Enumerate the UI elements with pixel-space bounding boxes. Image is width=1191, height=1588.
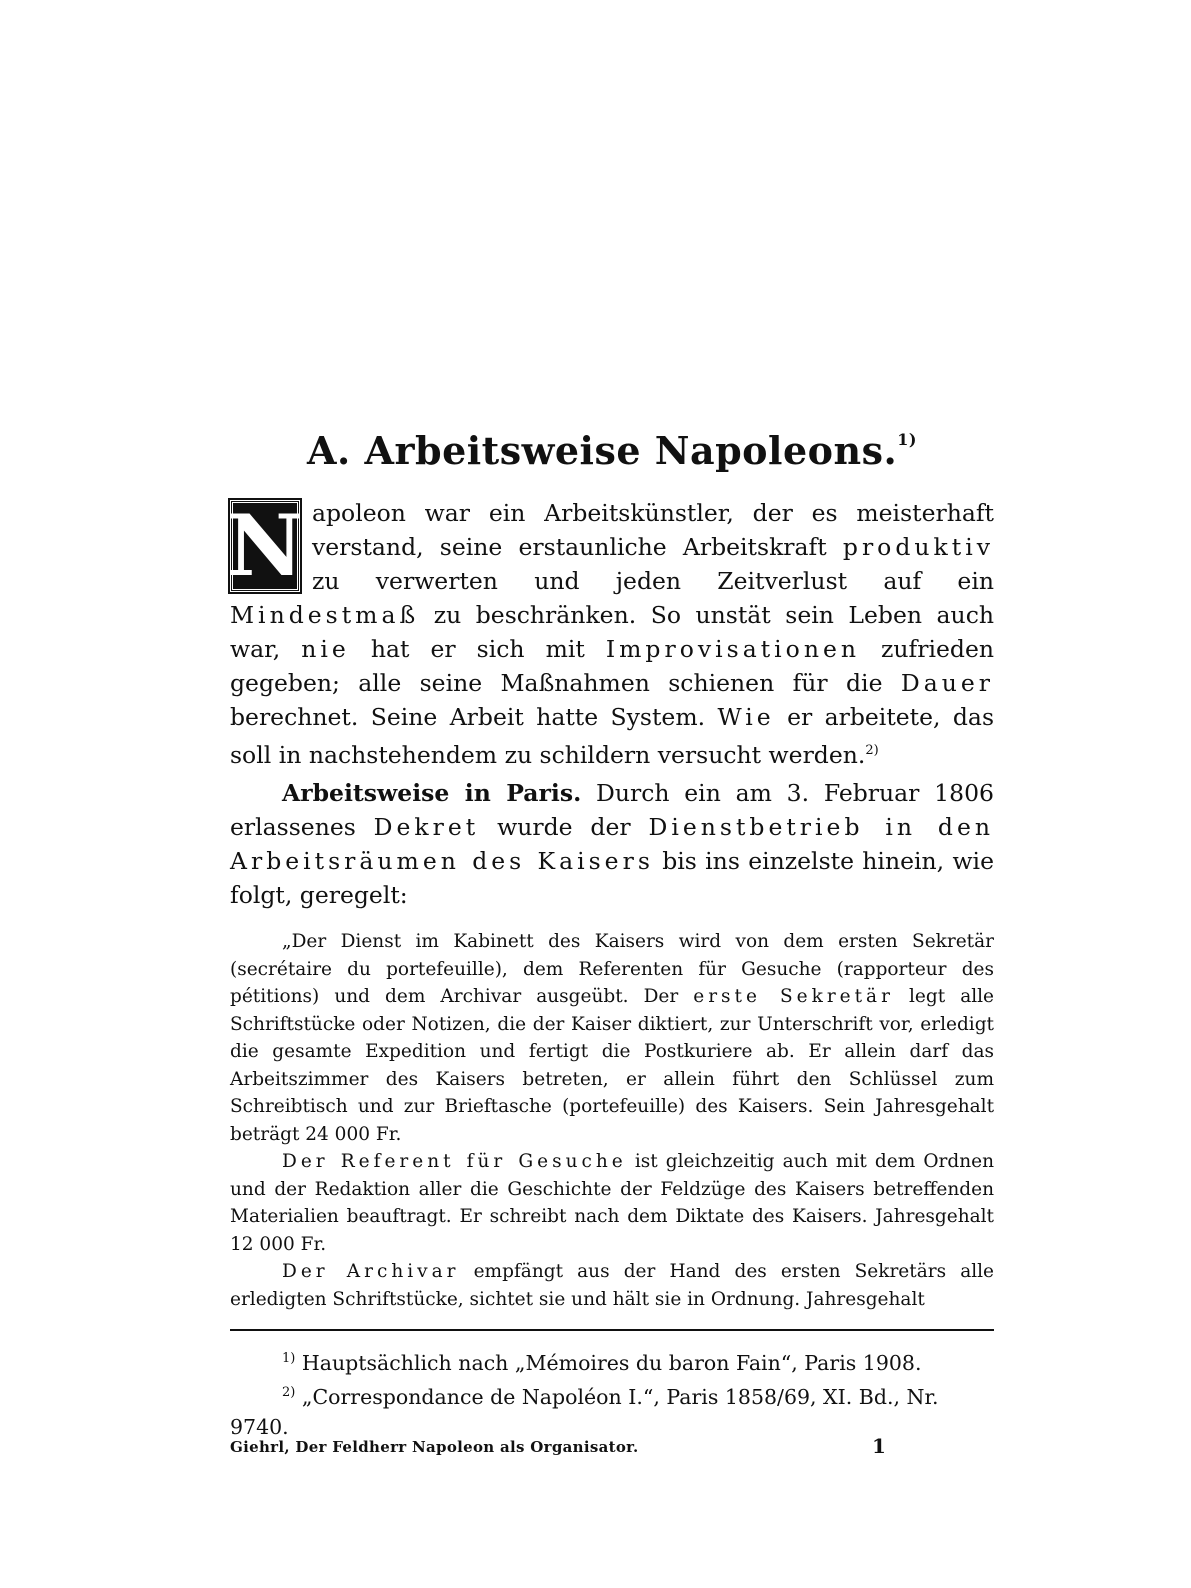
paris-paragraph: Arbeitsweise in Paris. Durch ein am 3. Februar 1806 erlassenes Dekret wurde der Dienstbetrieb in den Arbeitsräumen des Kaisers bis ins einzelste hinein, wie folgt, geregelt: (230, 779, 994, 909)
quote-paragraph: „Der Dienst im Kabinett des Kaisers wird von dem ersten Sekretär (secrétaire du portefeuille), dem Referenten für Gesuche (rapporteur des pétitions) und dem Archivar ausgeübt. Der erste Sekretär legt alle Schriftstücke oder Notizen, die der Kaiser diktiert, zur Unterschrift vor, erledigt die gesamte Expedition und fertigt die Postkuriere ab. Er allein darf das Arbeitszimmer des Kaisers betreten, er allein führt den Schlüssel zum Schreibtisch und zur Brieftasche (portefeuille) des Kaisers. Sein Jahresgehalt beträgt 24 000 Fr. (230, 931, 995, 1145)
running-footer: Giehrl, Der Feldherr Napoleon als Organisator. (230, 1438, 639, 1456)
decorative-initial: N (226, 496, 304, 595)
footnote-2: $^{2)}$ „Correspondance de Napoléon I.“, Paris 1858/69, XI. Bd., Nr. 9740. (230, 1384, 939, 1439)
page-number: 1 (872, 1434, 886, 1458)
footnote-1: $^{1)}$ Hauptsächlich nach „Mémoires du baron Fain“, Paris 1908. (282, 1350, 922, 1375)
footnote-divider (230, 1329, 994, 1331)
section-heading: Arbeitsweise in Paris. (282, 779, 582, 807)
chapter-title (230, 428, 994, 473)
decree-quote (230, 928, 994, 1313)
quote-paragraph: Der Referent für Gesuche ist gleichzeitig auch mit dem Ordnen und der Redaktion aller die Geschichte der Feldzüge des Kaisers betreffenden Materialien beauftragt. Er schreibt nach dem Diktate des Kaisers. Jahresgehalt 12 000 Fr. (230, 1151, 995, 1255)
chapter-title-text: A. Arbeitsweise Napoleons. (307, 428, 898, 473)
title-footnote-marker: 1) (897, 430, 917, 449)
intro-footnote-marker: 2) (865, 743, 879, 758)
footnotes (230, 1344, 994, 1442)
intro-paragraph: N apoleon war ein Arbeitskünstler, der es meisterhaft verstand, seine erstaunliche Arbeitskraft produktiv zu verwerten und jeden Zeitverlust auf ein Mindestmaß zu beschränken. So unstät sein Leben auch war, nie hat er sich mit Improvisationen zufrieden gegeben; alle seine Maßnahmen schienen für die Dauer berechnet. Seine Arbeit hatte System. Wie er arbeitete, das soll in nachstehendem zu schildern versucht werden.$^{2)}$ (226, 496, 995, 769)
quote-paragraph: Der Archivar empfängt aus der Hand des ersten Sekretärs alle erledigten Schriftstücke, sichtet sie und hält sie in Ordnung. Jahresgehalt (230, 1261, 994, 1310)
